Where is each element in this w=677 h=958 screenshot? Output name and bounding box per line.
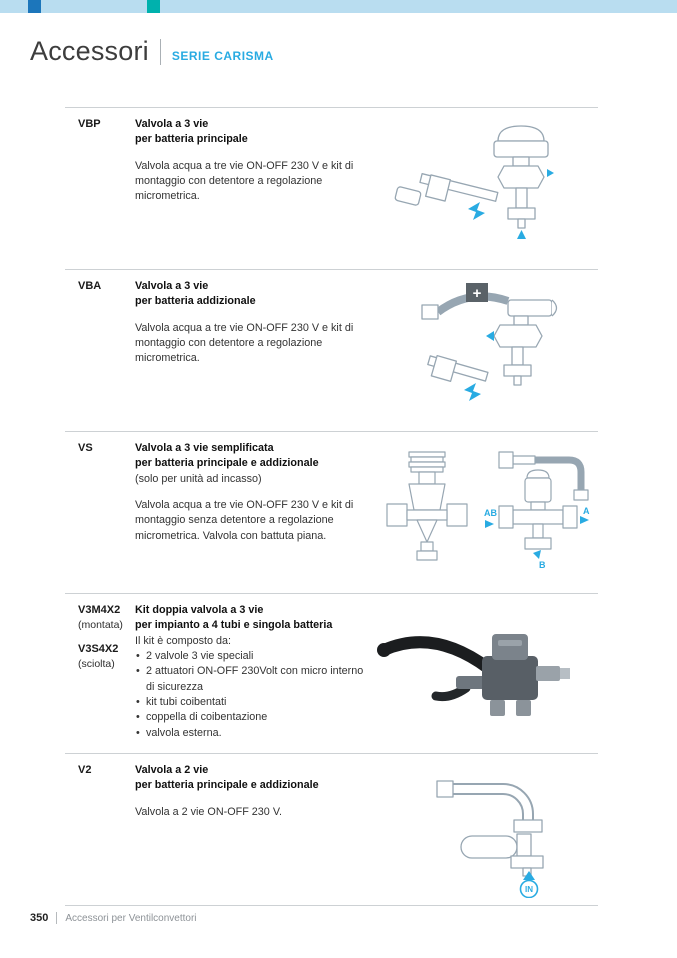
vs-label-ab: AB: [484, 508, 497, 518]
topbar-accent-square-blue: [28, 0, 41, 13]
page-header: [30, 36, 274, 67]
product-code-note: (montata): [78, 618, 123, 631]
vs-label-a: A: [583, 506, 590, 516]
top-color-bar: [0, 0, 677, 13]
section-vbp: [65, 107, 598, 269]
section-title-line1: Valvola a 3 vie: [135, 118, 209, 130]
section-body: Valvola acqua a tre vie ON-OFF 230 V e kit di montaggio senza detentore a regolazione micrometrica. Valvola con battuta piana.: [135, 498, 354, 542]
section-text: [135, 441, 372, 544]
section-text: [135, 603, 372, 741]
vs-valve-illustration-right: [483, 444, 593, 574]
section-title-line1: Valvola a 2 vie: [135, 764, 209, 776]
product-code: VS: [78, 442, 93, 454]
section-body: Valvola acqua a tre vie ON-OFF 230 V e kit di montaggio con detentore a regolazione micrometrica.: [135, 159, 354, 203]
kit-valve-photo: [370, 616, 580, 728]
section-title-line2: per batteria principale: [135, 133, 248, 146]
footer-text: Accessori per Ventilconvettori: [65, 912, 197, 924]
section-title-line2: per batteria principale e addizionale: [135, 457, 319, 470]
section-body: Valvola acqua a tre vie ON-OFF 230 V e kit di montaggio con detentore a regolazione micrometrica.: [135, 321, 354, 365]
section-v2: [65, 753, 598, 905]
v2-valve-illustration: [423, 762, 573, 898]
list-item: • valvola esterna.: [135, 726, 372, 741]
section-title-line1: Valvola a 3 vie semplificata: [135, 442, 274, 454]
section-text: [135, 279, 372, 367]
page-footer: [30, 912, 197, 924]
footer-divider-line: [65, 905, 598, 906]
series-label: SERIE CARISMA: [171, 48, 274, 63]
list-item: • 2 valvole 3 vie speciali: [135, 649, 372, 664]
section-title-line2: per batteria principale e addizionale: [135, 779, 319, 792]
section-text: [135, 763, 372, 820]
code-spacer: [78, 632, 123, 642]
section-body: Valvola a 2 vie ON-OFF 230 V.: [135, 805, 283, 818]
vs-valve-illustration-left: [383, 448, 473, 570]
product-code: V3M4X2: [78, 604, 121, 616]
v2-in-label: IN: [525, 885, 533, 894]
header-divider: [160, 39, 161, 65]
section-vba: [65, 269, 598, 431]
product-code: V3S4X2: [78, 643, 119, 656]
vba-plus-label: +: [472, 285, 482, 302]
section-kit: [65, 593, 598, 753]
section-title-line2: per batteria addizionale: [135, 295, 256, 308]
section-title-line2: per impianto a 4 tubi e singola batteria: [135, 619, 333, 632]
kit-intro: Il kit è composto da:: [135, 634, 232, 647]
footer-separator: [56, 912, 57, 924]
list-item: • 2 attuatori ON-OFF 230Volt con micro interno di sicurezza: [135, 664, 372, 695]
topbar-accent-square-teal: [147, 0, 160, 13]
page-number: 350: [30, 912, 49, 924]
section-vs: [65, 431, 598, 593]
product-code-note: (sciolta): [78, 657, 115, 670]
kit-components-list: [135, 649, 372, 741]
list-item: • coppella di coibentazione: [135, 710, 372, 725]
vba-valve-illustration: [368, 278, 596, 408]
product-codes: [78, 603, 123, 671]
vbp-valve-illustration: [368, 113, 596, 243]
section-title-line1: Kit doppia valvola a 3 vie: [135, 604, 264, 616]
product-code: VBP: [78, 118, 101, 130]
section-title-line1: Valvola a 3 vie: [135, 280, 209, 292]
product-code: V2: [78, 764, 92, 776]
list-item: • kit tubi coibentati: [135, 695, 372, 710]
vs-label-b: B: [539, 560, 546, 570]
page-title: Accessori: [30, 36, 149, 66]
section-text: [135, 117, 372, 205]
product-code: VBA: [78, 280, 102, 292]
section-note: (solo per unità ad incasso): [135, 472, 262, 485]
